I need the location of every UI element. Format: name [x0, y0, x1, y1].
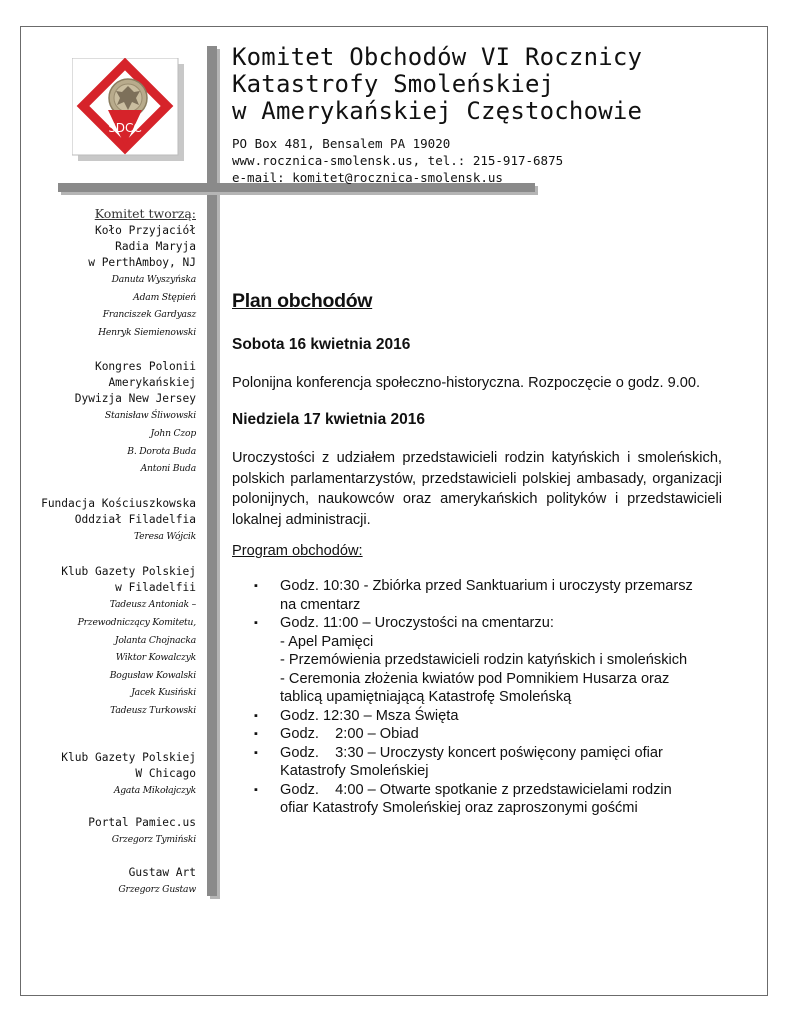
program-line: ofiar Katastrofy Smoleńskiej oraz zaproszonymi gośćmi — [280, 800, 638, 816]
program-line: - Przemówienia przedstawicieli rodzin katyńskich i smoleńskich — [280, 652, 688, 668]
committee-group — [25, 815, 196, 849]
program-item — [254, 577, 724, 614]
member-name: Henryk Siemienowski — [98, 326, 196, 338]
website-phone: www.rocznica-smolensk.us, tel.: 215-917-6875 — [232, 153, 564, 168]
header — [232, 44, 762, 186]
member-name: Grzegorz Gustaw — [118, 883, 196, 895]
org-line: Amerykańskiej — [108, 376, 196, 390]
program-label: Program obchodów: — [232, 543, 363, 559]
committee-group — [25, 223, 196, 341]
program-line: Godz. 4:00 – Otwarte spotkanie z przedstawicielami rodzin — [280, 781, 672, 798]
program-list — [254, 577, 724, 818]
org-line: Oddział Filadelfia — [74, 512, 196, 526]
member-name: B. Dorota Buda — [127, 445, 196, 457]
program-line: Godz. 12:30 – Msza Święta — [280, 707, 459, 724]
bullet-icon: ▪ — [254, 728, 258, 740]
org-line: Koło Przyjaciół — [94, 224, 196, 237]
logo-text: SDCC — [108, 121, 142, 135]
program-line: - Apel Pamięci — [280, 633, 374, 650]
member-name: Stanisław Śliwowski — [104, 410, 196, 422]
email: e-mail: komitet@rocznica-smolensk.us — [232, 170, 503, 185]
org-line: w Filadelfii — [115, 581, 196, 595]
program-line: tablicą upamiętniającą Katastrofę Smoleńską — [280, 689, 572, 705]
org-line: Gustaw Art — [128, 865, 196, 879]
member-name: Franciszek Gardyasz — [102, 309, 196, 321]
org-line: w PerthAmboy, NJ — [88, 256, 196, 269]
program-line: Godz. 2:00 – Obiad — [280, 726, 419, 742]
sdcc-logo — [72, 58, 184, 161]
program-item — [254, 725, 724, 744]
committee-group — [25, 750, 196, 800]
bullet-icon: ▪ — [254, 580, 258, 592]
program-item — [254, 781, 724, 818]
day2-text: Uroczystości z udziałem przedstawicieli rodzin katyńskich i smoleńskich, polskich parlamentarzystów, przedstawicieli polskiej ambasady, organizacji polonijnych, naukowców oraz amerykańskich polityków i przedstawicieli lokalnej administracji. — [232, 450, 722, 529]
org-line: Fundacja Kościuszkowska — [41, 496, 196, 510]
member-name: Jacek Kusiński — [131, 687, 196, 699]
program-line: Godz. 11:00 – Uroczystości na cmentarzu: — [280, 615, 554, 631]
org-line: Radia Maryja — [115, 240, 196, 253]
org-line: Portal Pamiec.us — [88, 816, 196, 830]
org-line: Kongres Polonii — [94, 360, 196, 374]
member-name: Agata Mikołajczyk — [113, 784, 196, 796]
title-line-2: Katastrofy Smoleńskiej — [232, 70, 555, 98]
vertical-cross-bar — [207, 46, 217, 896]
program-line: Godz. 3:30 – Uroczysty koncert poświęcony pamięci ofiar — [280, 744, 663, 761]
address: PO Box 481, Bensalem PA 19020 — [232, 136, 451, 151]
day2-heading: Niedziela 17 kwietnia 2016 — [232, 411, 425, 428]
committee-group — [25, 359, 196, 477]
committee-group — [25, 496, 196, 546]
member-name: Grzegorz Tymiński — [111, 834, 196, 846]
member-name: Danuta Wyszyńska — [111, 274, 196, 285]
bullet-icon: ▪ — [254, 709, 258, 722]
bullet-icon: ▪ — [254, 617, 258, 629]
plan-title: Plan obchodów — [232, 290, 373, 312]
bullet-icon: ▪ — [254, 746, 258, 759]
org-line: Klub Gazety Polskiej — [61, 565, 196, 579]
member-name: Przewodniczący Komitetu, — [77, 616, 196, 628]
sidebar-title: Komitet tworzą: — [94, 206, 196, 221]
program-item — [254, 614, 724, 707]
day1-heading: Sobota 16 kwietnia 2016 — [232, 336, 411, 353]
member-name: Jolanta Chojnacka — [114, 634, 196, 646]
program-line: - Ceremonia złożenia kwiatów pod Pomnikiem Husarza oraz — [280, 670, 670, 687]
member-name: Adam Stępień — [133, 291, 196, 303]
program-line: na cmentarz — [280, 596, 361, 613]
committee-sidebar — [25, 205, 196, 898]
program-item — [254, 707, 724, 726]
member-name: Tadeusz Turkowski — [110, 704, 196, 716]
org-line: Klub Gazety Polskiej — [61, 750, 196, 764]
program-item — [254, 744, 724, 781]
committee-group — [25, 865, 196, 899]
org-line: W Chicago — [135, 766, 196, 780]
day1-text: Polonijna konferencja społeczno-historyczna. Rozpoczęcie o godz. 9.00. — [232, 375, 701, 391]
title-line-1: Komitet Obchodów VI Rocznicy — [232, 43, 643, 71]
member-name: John Czop — [150, 427, 196, 439]
committee-group — [25, 564, 196, 719]
member-name: Tadeusz Antoniak – — [109, 599, 196, 611]
title-line-3: w Amerykańskiej Częstochowie — [232, 97, 643, 125]
program-line: Godz. 10:30 - Zbiórka przed Sanktuarium i uroczysty przemarsz — [280, 578, 693, 594]
program-line: Katastrofy Smoleńskiej — [280, 763, 429, 779]
bullet-icon: ▪ — [254, 783, 258, 796]
member-name: Wiktor Kowalczyk — [115, 652, 196, 664]
member-name: Bogusław Kowalski — [109, 669, 196, 681]
member-name: Teresa Wójcik — [133, 530, 196, 542]
org-line: Dywizja New Jersey — [74, 392, 196, 406]
member-name: Antoni Buda — [140, 463, 196, 475]
